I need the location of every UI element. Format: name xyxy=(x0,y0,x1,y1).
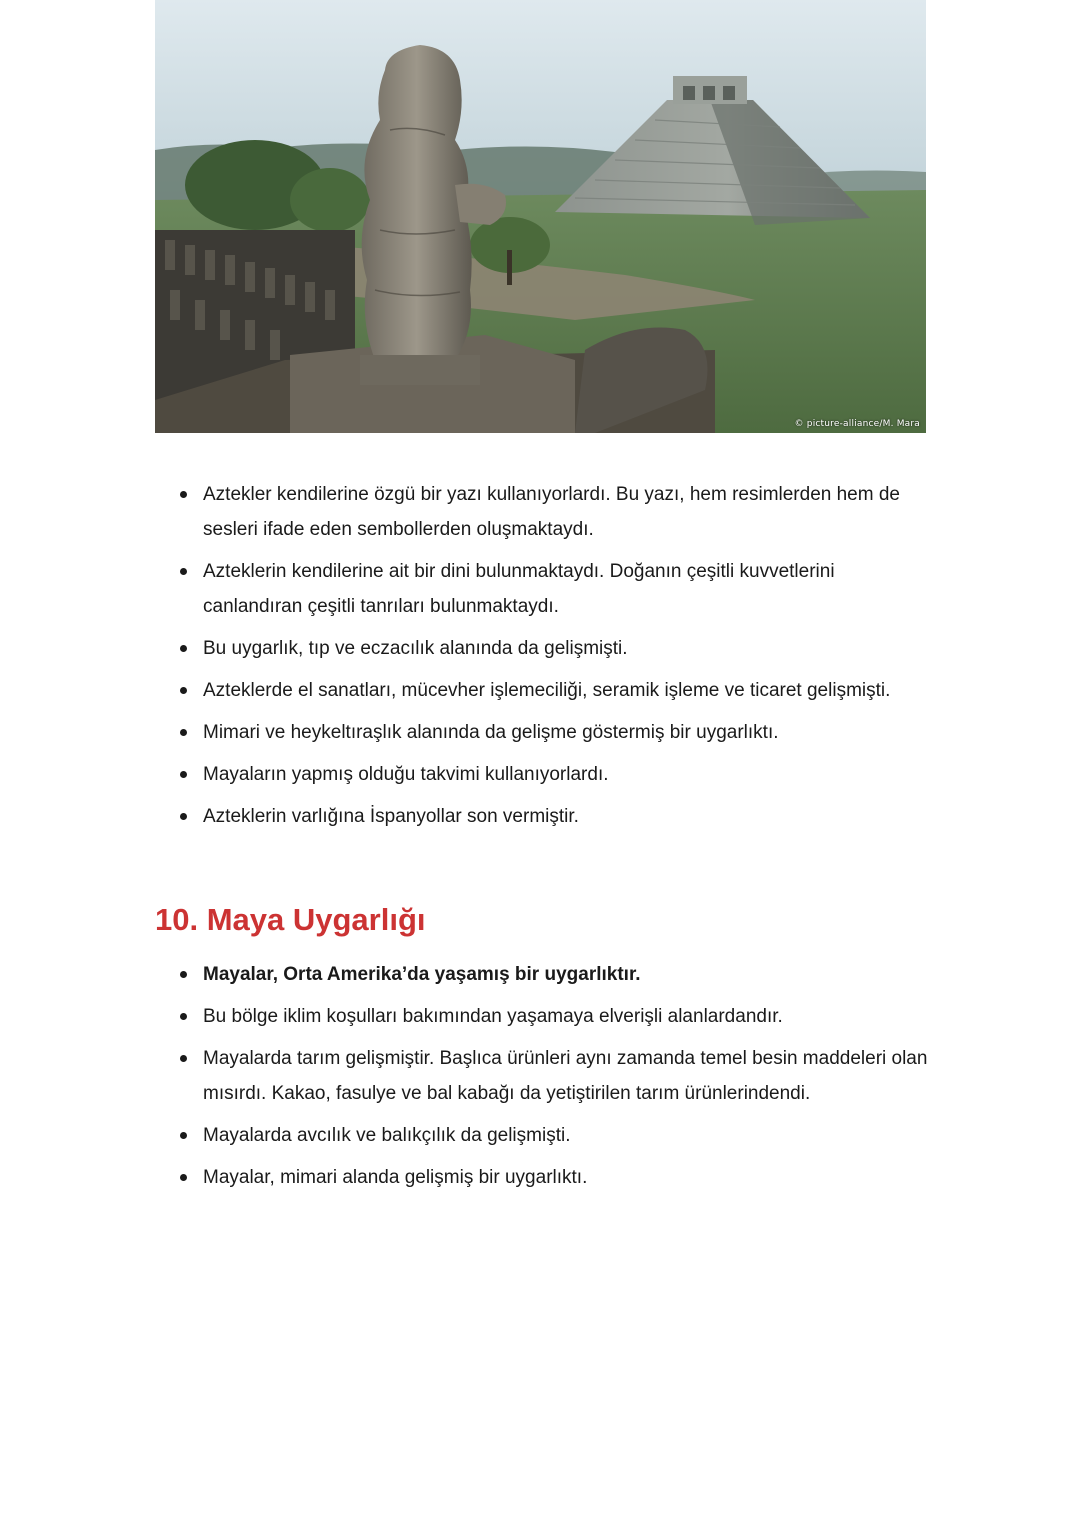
photo-credit: © picture-alliance/M. Mara xyxy=(794,419,920,429)
section-heading-maya: 10. Maya Uygarlığı xyxy=(155,902,426,937)
bullet-icon xyxy=(180,568,187,575)
chichen-itza-photo xyxy=(155,0,926,433)
list-item xyxy=(175,999,935,1034)
list-item-text-bold: Mayalar, Orta Amerika’da yaşamış bir uygarlıktır. xyxy=(203,964,641,985)
list-item xyxy=(175,631,935,666)
bullet-icon xyxy=(180,813,187,820)
list-item xyxy=(175,1160,935,1195)
bullet-icon xyxy=(180,971,187,978)
list-item-text: Bu uygarlık, tıp ve eczacılık alanında da gelişmişti. xyxy=(203,638,628,659)
photo-illustration xyxy=(155,0,926,433)
maya-features-list xyxy=(175,957,935,1202)
bullet-icon xyxy=(180,645,187,652)
list-item-text: Mayalarda avcılık ve balıkçılık da gelişmişti. xyxy=(203,1125,571,1146)
bullet-icon xyxy=(180,1132,187,1139)
list-item-text: Bu bölge iklim koşulları bakımından yaşamaya elverişli alanlardandır. xyxy=(203,1006,783,1027)
bullet-icon xyxy=(180,1055,187,1062)
list-item xyxy=(175,799,935,834)
list-item xyxy=(175,957,935,992)
bullet-icon xyxy=(180,1174,187,1181)
bullet-icon xyxy=(180,491,187,498)
list-item xyxy=(175,673,935,708)
list-item-text: Azteklerin kendilerine ait bir dini bulunmaktaydı. Doğanın çeşitli kuvvetlerini canlandıran çeşitli tanrıları bulunmaktaydı. xyxy=(203,561,835,617)
bullet-icon xyxy=(180,729,187,736)
list-item-text: Mayalarda tarım gelişmiştir. Başlıca ürünleri aynı zamanda temel besin maddeleri olan mısırdı. Kakao, fasulye ve bal kabağı da yetiştirilen tarım ürünlerindendi. xyxy=(203,1048,928,1104)
list-item xyxy=(175,1041,935,1111)
list-item xyxy=(175,715,935,750)
list-item-text: Mayalar, mimari alanda gelişmiş bir uygarlıktı. xyxy=(203,1167,588,1188)
list-item xyxy=(175,757,935,792)
bullet-icon xyxy=(180,687,187,694)
list-item-text: Aztekler kendilerine özgü bir yazı kullanıyorlardı. Bu yazı, hem resimlerden hem de sesleri ifade eden sembollerden oluşmaktaydı. xyxy=(203,484,900,540)
list-item-text: Azteklerde el sanatları, mücevher işlemeciliği, seramik işleme ve ticaret gelişmişti. xyxy=(203,680,891,701)
list-item-text: Azteklerin varlığına İspanyollar son vermiştir. xyxy=(203,806,579,827)
aztec-features-list xyxy=(175,477,935,841)
list-item xyxy=(175,554,935,624)
list-item-text: Mayaların yapmış olduğu takvimi kullanıyorlardı. xyxy=(203,764,609,785)
bullet-icon xyxy=(180,1013,187,1020)
bullet-icon xyxy=(180,771,187,778)
list-item xyxy=(175,1118,935,1153)
list-item-text: Mimari ve heykeltıraşlık alanında da gelişme göstermiş bir uygarlıktı. xyxy=(203,722,779,743)
list-item xyxy=(175,477,935,547)
